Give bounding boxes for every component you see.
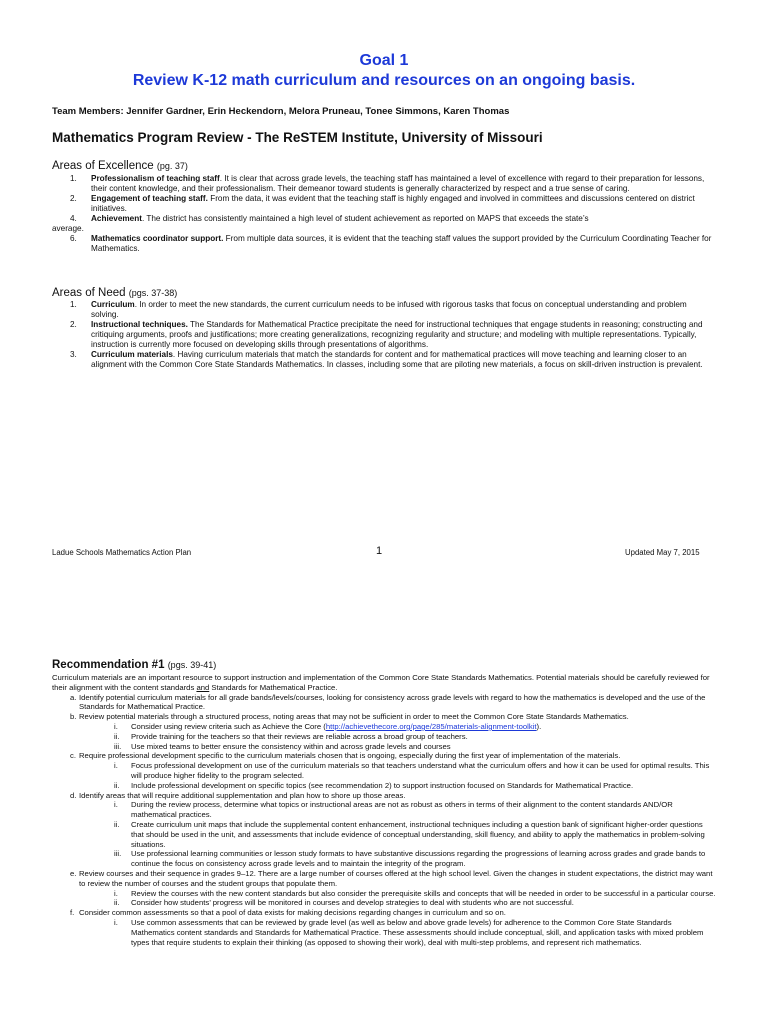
list-item: e. Review courses and their sequence in grades 9–12. There are a large number of courses offered at the high school level. Given the changes in student expectations, the district may want to review the number of courses and the student groups that populate them.: [70, 868, 713, 888]
list-marker: d.: [70, 790, 77, 800]
sub-list-item: iii. Use mixed teams to better ensure the consistency within and across grade levels and courses: [114, 741, 451, 751]
item-text: From the data, it was evident that the teaching staff is highly engaged and involved in committees and discussions centered on district initiatives.: [91, 194, 695, 213]
areas-of-excellence-heading: [52, 160, 188, 172]
list-number: 4.: [70, 214, 77, 223]
list-marker: ii.: [114, 898, 120, 908]
list-number: 2.: [70, 194, 77, 203]
list-item: [52, 300, 716, 320]
goal-subtitle: Review K-12 math curriculum and resources on an ongoing basis.: [132, 72, 636, 89]
list-marker: i.: [114, 888, 118, 898]
list-marker: i.: [114, 721, 118, 731]
list-marker: a.: [70, 692, 77, 702]
sub-list-item: ii. Include professional development on specific topics (see recommendation 2) to support instruction focused on Standards for Mathematical Practice.: [114, 780, 634, 790]
list-marker: i.: [114, 917, 118, 927]
sub-list-item: ii. Provide training for the teachers so that their reviews are reliable across a broad group of teachers.: [114, 731, 468, 741]
item-text: . It is clear that across grade levels, the teaching staff has maintained a level of excellence with regard to their preparation for lessons, their content knowledge, and their professionalism. Their demeanor toward students is generally characterized by respect and a true sense of caring.: [91, 174, 705, 193]
list-marker: ii.: [114, 819, 120, 829]
list-marker: b.: [70, 712, 77, 722]
list-item: f. Consider common assessments so that a pool of data exists for making decisions regarding changes in curriculum and so on.: [70, 908, 506, 918]
list-number: 6.: [70, 234, 77, 243]
list-number: 1.: [70, 174, 77, 183]
item-lead: Achievement: [91, 214, 142, 223]
list-marker: i.: [114, 761, 118, 771]
goal-heading: Goal 1: [359, 52, 409, 69]
item-lead: Mathematics coordinator support.: [91, 234, 224, 243]
program-review-title: Mathematics Program Review - The ReSTEM Institute, University of Missouri: [52, 130, 543, 145]
sub-list-item: i. Focus professional development on use of the curriculum materials so that teachers understand what the curriculum offers and how it can be used for optimal results. This will produce higher fidelity to the program selected.: [114, 761, 710, 780]
list-number: 3.: [70, 350, 77, 359]
need-list: [52, 300, 716, 370]
footer-updated-date: Updated May 7, 2015: [625, 548, 700, 557]
excellence-list: [52, 174, 716, 254]
achieve-the-core-link[interactable]: http://achievethecore.org/page/285/materials-alignment-toolkit: [325, 721, 537, 731]
sub-list-item: i. Review the courses with the new content standards but also consider the prerequisite skills and concepts that will be needed in order to be successful in a particular course.: [114, 888, 716, 898]
list-item: [52, 194, 716, 214]
list-marker: ii.: [114, 731, 120, 741]
list-marker: e.: [70, 868, 77, 878]
section-title: Recommendation #1: [52, 659, 165, 671]
item-lead: Professionalism of teaching staff: [91, 174, 220, 183]
list-item: [52, 214, 716, 234]
page-reference: (pgs. 37-38): [128, 288, 178, 298]
item-text: . The district has consistently maintained a high level of student achievement as reported on MAPS that exceeds the state’s: [141, 214, 589, 223]
list-marker: c.: [70, 751, 76, 761]
footer-left: Ladue Schools Mathematics Action Plan: [52, 548, 192, 557]
section-title: Areas of Need: [52, 287, 126, 299]
list-item: a. Identify potential curriculum materials for all grade bands/levels/courses, looking for consistency across grade levels with regard to how the mathematics is developed and the use of the Standards for Mathematical Practice.: [70, 692, 706, 712]
list-item: [52, 350, 716, 370]
list-marker: iii.: [114, 741, 122, 751]
item-overflow: average.: [52, 224, 84, 233]
list-item: c. Require professional development specific to the curriculum materials chosen that is ongoing, especially during the first year of implementation of the materials.: [70, 751, 621, 761]
recommendation-body: [52, 673, 716, 947]
list-marker: ii.: [114, 780, 120, 790]
item-lead: Instructional techniques.: [91, 320, 188, 329]
page-reference: (pgs. 39-41): [167, 660, 217, 670]
recommendation-intro: Curriculum materials are an important resource to support instruction and implementation of the Common Core State Standards Mathematics. Potential materials should be carefully reviewed for their alignment with the content standards and Standards for Mathematical Practice.: [52, 673, 710, 692]
item-text: The Standards for Mathematical Practice precipitate the need for instructional techniques that engage students in reasoning; constructing and critiquing arguments, proofs and justifications; more creating generalizations, recognizing regularity and structure; and modeling with multiple representations. Typically, instruction is currently more focused on developing skills through presentations of algorithms.: [91, 320, 703, 349]
list-number: 2.: [70, 320, 77, 329]
item-text: From multiple data sources, it is evident that the teaching staff values the support provided by the Curriculum Coordinating Teacher for Mathematics.: [91, 234, 712, 253]
item-text: . In order to meet the new standards, the current curriculum needs to be infused with rigorous tasks that focus on conceptual understanding and problem solving.: [91, 300, 687, 319]
page-number: 1: [376, 545, 383, 557]
sub-list-item: ii. Create curriculum unit maps that include the supplemental content enhancement, instructional techniques including a question bank of significant higher-order questions that should be used in the unit, and assessments that include evidence of conceptual understanding, skill fluency, and ability to apply the mathematics in problem-solving situations.: [114, 819, 705, 849]
item-lead: Curriculum materials: [91, 350, 173, 359]
list-number: 1.: [70, 300, 77, 309]
section-title: Areas of Excellence: [52, 160, 154, 172]
list-item: b. Review potential materials through a structured process, noting areas that may not be sufficient in order to meet the Common Core State Standards Mathematics.: [70, 712, 629, 722]
list-item: [52, 320, 716, 350]
team-members: Team Members: Jennifer Gardner, Erin Heckendorn, Melora Pruneau, Tonee Simmons, Karen Thomas: [52, 106, 510, 117]
sub-list-item: ii. Consider how students’ progress will be monitored in courses and develop strategies to deal with students who are not successful.: [114, 898, 574, 908]
list-marker: iii.: [114, 849, 122, 859]
list-item: [52, 174, 716, 194]
list-marker: i.: [114, 800, 118, 810]
sub-list-item: iii. Use professional learning communities or lesson study formats to have substantive discussions regarding the progressions of learning across grades and grade bands to continue the focus on consistency across grade levels and to maintain the integrity of the program.: [114, 849, 706, 869]
page-reference: (pg. 37): [156, 161, 188, 171]
item-lead: Engagement of teaching staff.: [91, 194, 208, 203]
sub-list-item: i. During the review process, determine what topics or instructional areas are not as robust as others in terms of their alignment to the content standards AND/OR mathematical practices.: [114, 800, 673, 820]
list-item: [52, 234, 716, 254]
list-item: d. Identify areas that will require additional supplementation and plan how to shore up those areas.: [70, 790, 406, 800]
sub-list-item: i. Consider using review criteria such as Achieve the Core (http://achievethecore.org/page/285/materials-alignment-toolkit).: [114, 721, 542, 731]
list-marker: f.: [70, 908, 75, 918]
recommendation-heading: [52, 659, 216, 671]
item-lead: Curriculum: [91, 300, 135, 309]
areas-of-need-heading: [52, 287, 177, 299]
sub-list-item: i. Use common assessments that can be reviewed by grade level (as well as below and above grade levels) for adherence to the Common Core State Standards Mathematics content standards and Standards for Mathematical Practice. These assessments should include conceptual, skill, and application tasks with mixed problem types that require students to explain their thinking (as opposed to showing their work), deal with multi-step problems, and represent rich mathematics.: [114, 917, 704, 947]
item-text: . Having curriculum materials that match the standards for content and for mathematical practices will move teaching and learning closer to an alignment with the Common Core State Standards Mathematics. In classes, including some that are piloting new materials, a focus on skill-driven instruction is prevalent.: [91, 350, 703, 369]
